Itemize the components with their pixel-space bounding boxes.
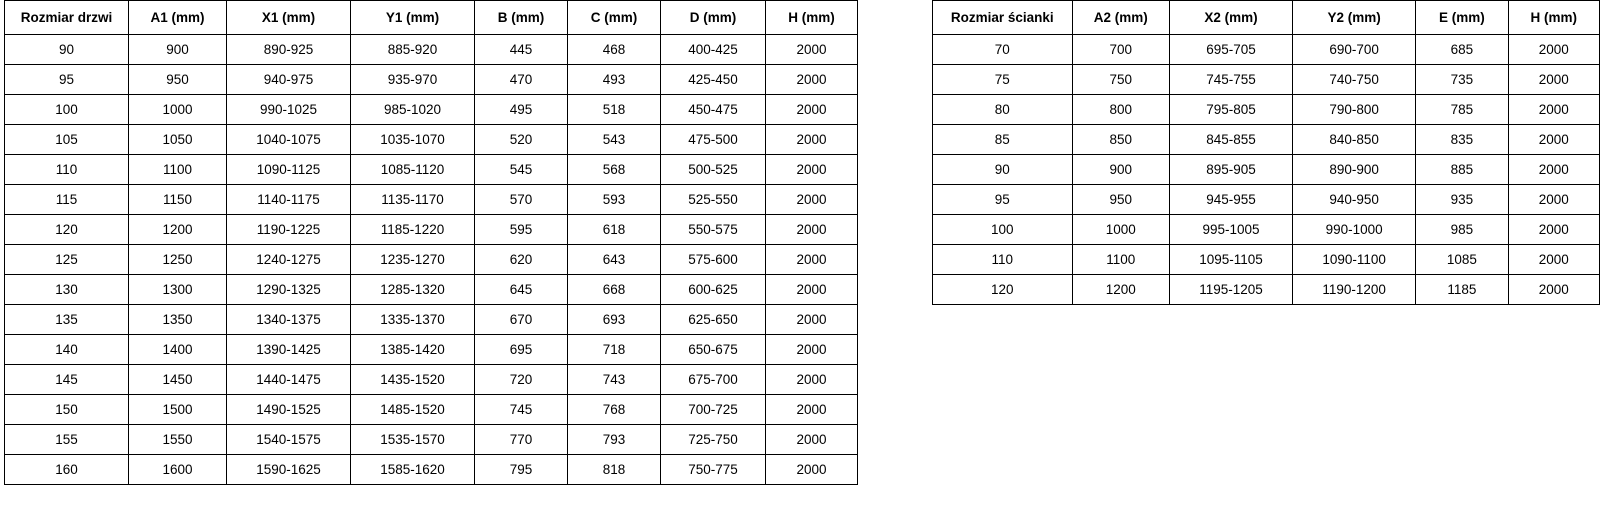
walls-cell: 790-800 bbox=[1293, 95, 1416, 125]
doors-cell: 2000 bbox=[766, 455, 858, 485]
walls-cell: 845-855 bbox=[1169, 125, 1292, 155]
doors-cell: 1050 bbox=[129, 125, 227, 155]
doors-cell: 1340-1375 bbox=[227, 305, 351, 335]
table-row bbox=[5, 155, 858, 185]
doors-cell: 818 bbox=[568, 455, 661, 485]
table-row bbox=[5, 395, 858, 425]
walls-cell: 985 bbox=[1416, 215, 1508, 245]
doors-cell: 1485-1520 bbox=[351, 395, 475, 425]
doors-cell: 475-500 bbox=[661, 125, 766, 155]
doors-cell: 570 bbox=[475, 185, 568, 215]
doors-cell: 1335-1370 bbox=[351, 305, 475, 335]
doors-cell: 650-675 bbox=[661, 335, 766, 365]
walls-cell: 1100 bbox=[1072, 245, 1169, 275]
doors-cell: 1000 bbox=[129, 95, 227, 125]
doors-cell: 620 bbox=[475, 245, 568, 275]
table-header-row bbox=[933, 1, 1600, 35]
walls-cell: 990-1000 bbox=[1293, 215, 1416, 245]
walls-cell: 1095-1105 bbox=[1169, 245, 1292, 275]
doors-cell: 1535-1570 bbox=[351, 425, 475, 455]
table-row bbox=[5, 125, 858, 155]
doors-cell: 593 bbox=[568, 185, 661, 215]
walls-cell: 745-755 bbox=[1169, 65, 1292, 95]
walls-cell: 935 bbox=[1416, 185, 1508, 215]
doors-cell: 1350 bbox=[129, 305, 227, 335]
table-body bbox=[5, 35, 858, 485]
doors-cell: 2000 bbox=[766, 155, 858, 185]
doors-cell: 495 bbox=[475, 95, 568, 125]
doors-cell: 1385-1420 bbox=[351, 335, 475, 365]
doors-cell: 725-750 bbox=[661, 425, 766, 455]
doors-cell: 1450 bbox=[129, 365, 227, 395]
doors-cell: 450-475 bbox=[661, 95, 766, 125]
walls-cell: 950 bbox=[1072, 185, 1169, 215]
doors-cell: 1300 bbox=[129, 275, 227, 305]
table-row bbox=[933, 245, 1600, 275]
table-row bbox=[5, 275, 858, 305]
doors-cell: 545 bbox=[475, 155, 568, 185]
doors-cell: 670 bbox=[475, 305, 568, 335]
walls-cell: 1090-1100 bbox=[1293, 245, 1416, 275]
walls-cell: 890-900 bbox=[1293, 155, 1416, 185]
walls-cell: 75 bbox=[933, 65, 1073, 95]
doors-cell: 1090-1125 bbox=[227, 155, 351, 185]
walls-table-container bbox=[932, 0, 1600, 305]
walls-cell: 695-705 bbox=[1169, 35, 1292, 65]
doors-cell: 743 bbox=[568, 365, 661, 395]
doors-cell: 2000 bbox=[766, 425, 858, 455]
walls-cell: 800 bbox=[1072, 95, 1169, 125]
doors-cell: 110 bbox=[5, 155, 129, 185]
walls-cell: 100 bbox=[933, 215, 1073, 245]
walls-cell: 995-1005 bbox=[1169, 215, 1292, 245]
doors-cell: 2000 bbox=[766, 215, 858, 245]
walls-cell: 80 bbox=[933, 95, 1073, 125]
walls-cell: 85 bbox=[933, 125, 1073, 155]
walls-cell: 120 bbox=[933, 275, 1073, 305]
table-body bbox=[933, 35, 1600, 305]
walls-cell: 840-850 bbox=[1293, 125, 1416, 155]
doors-cell: 543 bbox=[568, 125, 661, 155]
doors-cell: 1540-1575 bbox=[227, 425, 351, 455]
doors-cell: 625-650 bbox=[661, 305, 766, 335]
doors-cell: 493 bbox=[568, 65, 661, 95]
doors-cell: 1035-1070 bbox=[351, 125, 475, 155]
doors-dimensions-table bbox=[4, 0, 858, 485]
doors-cell: 2000 bbox=[766, 275, 858, 305]
doors-cell: 1500 bbox=[129, 395, 227, 425]
doors-cell: 2000 bbox=[766, 35, 858, 65]
doors-cell: 940-975 bbox=[227, 65, 351, 95]
doors-cell: 115 bbox=[5, 185, 129, 215]
doors-cell: 1235-1270 bbox=[351, 245, 475, 275]
walls-cell: 2000 bbox=[1508, 35, 1599, 65]
walls-cell: 95 bbox=[933, 185, 1073, 215]
doors-cell: 1100 bbox=[129, 155, 227, 185]
doors-cell: 2000 bbox=[766, 125, 858, 155]
doors-cell: 1290-1325 bbox=[227, 275, 351, 305]
doors-cell: 695 bbox=[475, 335, 568, 365]
doors-cell: 470 bbox=[475, 65, 568, 95]
walls-cell: 1000 bbox=[1072, 215, 1169, 245]
doors-cell: 2000 bbox=[766, 245, 858, 275]
doors-column-header: Y1 (mm) bbox=[351, 1, 475, 35]
doors-cell: 890-925 bbox=[227, 35, 351, 65]
doors-cell: 150 bbox=[5, 395, 129, 425]
walls-column-header: A2 (mm) bbox=[1072, 1, 1169, 35]
walls-cell: 110 bbox=[933, 245, 1073, 275]
doors-cell: 550-575 bbox=[661, 215, 766, 245]
table-row bbox=[933, 215, 1600, 245]
doors-cell: 155 bbox=[5, 425, 129, 455]
walls-cell: 795-805 bbox=[1169, 95, 1292, 125]
doors-cell: 750-775 bbox=[661, 455, 766, 485]
walls-cell: 900 bbox=[1072, 155, 1169, 185]
doors-cell: 720 bbox=[475, 365, 568, 395]
doors-cell: 600-625 bbox=[661, 275, 766, 305]
walls-cell: 2000 bbox=[1508, 65, 1599, 95]
doors-cell: 1190-1225 bbox=[227, 215, 351, 245]
doors-cell: 468 bbox=[568, 35, 661, 65]
walls-cell: 885 bbox=[1416, 155, 1508, 185]
doors-cell: 618 bbox=[568, 215, 661, 245]
walls-dimensions-table bbox=[932, 0, 1600, 305]
doors-cell: 1585-1620 bbox=[351, 455, 475, 485]
walls-cell: 735 bbox=[1416, 65, 1508, 95]
doors-cell: 2000 bbox=[766, 65, 858, 95]
doors-cell: 2000 bbox=[766, 335, 858, 365]
walls-cell: 90 bbox=[933, 155, 1073, 185]
doors-cell: 900 bbox=[129, 35, 227, 65]
walls-cell: 895-905 bbox=[1169, 155, 1292, 185]
walls-cell: 2000 bbox=[1508, 155, 1599, 185]
walls-cell: 850 bbox=[1072, 125, 1169, 155]
walls-cell: 2000 bbox=[1508, 275, 1599, 305]
doors-cell: 693 bbox=[568, 305, 661, 335]
doors-cell: 1400 bbox=[129, 335, 227, 365]
walls-cell: 750 bbox=[1072, 65, 1169, 95]
doors-cell: 518 bbox=[568, 95, 661, 125]
doors-cell: 645 bbox=[475, 275, 568, 305]
table-row bbox=[5, 245, 858, 275]
doors-cell: 1390-1425 bbox=[227, 335, 351, 365]
doors-cell: 445 bbox=[475, 35, 568, 65]
table-header-row bbox=[5, 1, 858, 35]
doors-column-header: B (mm) bbox=[475, 1, 568, 35]
walls-cell: 2000 bbox=[1508, 95, 1599, 125]
walls-cell: 1085 bbox=[1416, 245, 1508, 275]
table-row bbox=[5, 215, 858, 245]
table-row bbox=[5, 95, 858, 125]
doors-cell: 675-700 bbox=[661, 365, 766, 395]
doors-cell: 595 bbox=[475, 215, 568, 245]
doors-cell: 718 bbox=[568, 335, 661, 365]
walls-cell: 785 bbox=[1416, 95, 1508, 125]
table-row bbox=[933, 95, 1600, 125]
doors-cell: 95 bbox=[5, 65, 129, 95]
walls-cell: 1200 bbox=[1072, 275, 1169, 305]
walls-cell: 1195-1205 bbox=[1169, 275, 1292, 305]
table-row bbox=[5, 335, 858, 365]
doors-cell: 425-450 bbox=[661, 65, 766, 95]
doors-cell: 768 bbox=[568, 395, 661, 425]
doors-cell: 700-725 bbox=[661, 395, 766, 425]
doors-cell: 1490-1525 bbox=[227, 395, 351, 425]
walls-cell: 2000 bbox=[1508, 215, 1599, 245]
doors-column-header: Rozmiar drzwi bbox=[5, 1, 129, 35]
walls-cell: 2000 bbox=[1508, 125, 1599, 155]
doors-cell: 770 bbox=[475, 425, 568, 455]
table-row bbox=[5, 65, 858, 95]
doors-cell: 950 bbox=[129, 65, 227, 95]
table-row bbox=[5, 35, 858, 65]
doors-cell: 1285-1320 bbox=[351, 275, 475, 305]
doors-cell: 568 bbox=[568, 155, 661, 185]
doors-cell: 135 bbox=[5, 305, 129, 335]
doors-cell: 1250 bbox=[129, 245, 227, 275]
walls-cell: 1190-1200 bbox=[1293, 275, 1416, 305]
doors-cell: 100 bbox=[5, 95, 129, 125]
walls-cell: 835 bbox=[1416, 125, 1508, 155]
doors-cell: 125 bbox=[5, 245, 129, 275]
doors-cell: 1150 bbox=[129, 185, 227, 215]
doors-cell: 520 bbox=[475, 125, 568, 155]
walls-cell: 70 bbox=[933, 35, 1073, 65]
walls-cell: 700 bbox=[1072, 35, 1169, 65]
doors-column-header: D (mm) bbox=[661, 1, 766, 35]
table-row bbox=[933, 275, 1600, 305]
doors-cell: 400-425 bbox=[661, 35, 766, 65]
doors-cell: 2000 bbox=[766, 365, 858, 395]
doors-cell: 1140-1175 bbox=[227, 185, 351, 215]
doors-cell: 1590-1625 bbox=[227, 455, 351, 485]
walls-cell: 940-950 bbox=[1293, 185, 1416, 215]
doors-column-header: C (mm) bbox=[568, 1, 661, 35]
doors-cell: 985-1020 bbox=[351, 95, 475, 125]
table-row bbox=[5, 365, 858, 395]
doors-column-header: A1 (mm) bbox=[129, 1, 227, 35]
doors-cell: 643 bbox=[568, 245, 661, 275]
doors-cell: 990-1025 bbox=[227, 95, 351, 125]
doors-cell: 160 bbox=[5, 455, 129, 485]
table-row bbox=[933, 185, 1600, 215]
doors-cell: 2000 bbox=[766, 395, 858, 425]
walls-column-header: H (mm) bbox=[1508, 1, 1599, 35]
walls-cell: 2000 bbox=[1508, 245, 1599, 275]
walls-cell: 690-700 bbox=[1293, 35, 1416, 65]
doors-cell: 2000 bbox=[766, 305, 858, 335]
doors-cell: 140 bbox=[5, 335, 129, 365]
walls-column-header: Y2 (mm) bbox=[1293, 1, 1416, 35]
doors-table-container bbox=[4, 0, 858, 485]
doors-cell: 90 bbox=[5, 35, 129, 65]
doors-cell: 1040-1075 bbox=[227, 125, 351, 155]
doors-cell: 525-550 bbox=[661, 185, 766, 215]
doors-cell: 793 bbox=[568, 425, 661, 455]
table-row bbox=[5, 185, 858, 215]
doors-cell: 145 bbox=[5, 365, 129, 395]
walls-cell: 740-750 bbox=[1293, 65, 1416, 95]
doors-cell: 120 bbox=[5, 215, 129, 245]
doors-cell: 795 bbox=[475, 455, 568, 485]
doors-cell: 130 bbox=[5, 275, 129, 305]
walls-column-header: Rozmiar ścianki bbox=[933, 1, 1073, 35]
doors-cell: 1550 bbox=[129, 425, 227, 455]
doors-column-header: X1 (mm) bbox=[227, 1, 351, 35]
doors-cell: 575-600 bbox=[661, 245, 766, 275]
doors-cell: 1200 bbox=[129, 215, 227, 245]
doors-cell: 668 bbox=[568, 275, 661, 305]
walls-cell: 945-955 bbox=[1169, 185, 1292, 215]
doors-cell: 1135-1170 bbox=[351, 185, 475, 215]
walls-column-header: X2 (mm) bbox=[1169, 1, 1292, 35]
doors-column-header: H (mm) bbox=[766, 1, 858, 35]
table-row bbox=[933, 35, 1600, 65]
walls-cell: 685 bbox=[1416, 35, 1508, 65]
doors-cell: 105 bbox=[5, 125, 129, 155]
doors-cell: 1600 bbox=[129, 455, 227, 485]
table-row bbox=[933, 65, 1600, 95]
doors-cell: 1440-1475 bbox=[227, 365, 351, 395]
doors-cell: 500-525 bbox=[661, 155, 766, 185]
table-row bbox=[933, 125, 1600, 155]
doors-cell: 2000 bbox=[766, 95, 858, 125]
walls-cell: 1185 bbox=[1416, 275, 1508, 305]
walls-cell: 2000 bbox=[1508, 185, 1599, 215]
doors-cell: 935-970 bbox=[351, 65, 475, 95]
doors-cell: 1240-1275 bbox=[227, 245, 351, 275]
doors-cell: 885-920 bbox=[351, 35, 475, 65]
table-row bbox=[5, 425, 858, 455]
doors-cell: 745 bbox=[475, 395, 568, 425]
doors-cell: 2000 bbox=[766, 185, 858, 215]
walls-column-header: E (mm) bbox=[1416, 1, 1508, 35]
doors-cell: 1185-1220 bbox=[351, 215, 475, 245]
table-row bbox=[933, 155, 1600, 185]
table-row bbox=[5, 455, 858, 485]
table-row bbox=[5, 305, 858, 335]
doors-cell: 1085-1120 bbox=[351, 155, 475, 185]
doors-cell: 1435-1520 bbox=[351, 365, 475, 395]
